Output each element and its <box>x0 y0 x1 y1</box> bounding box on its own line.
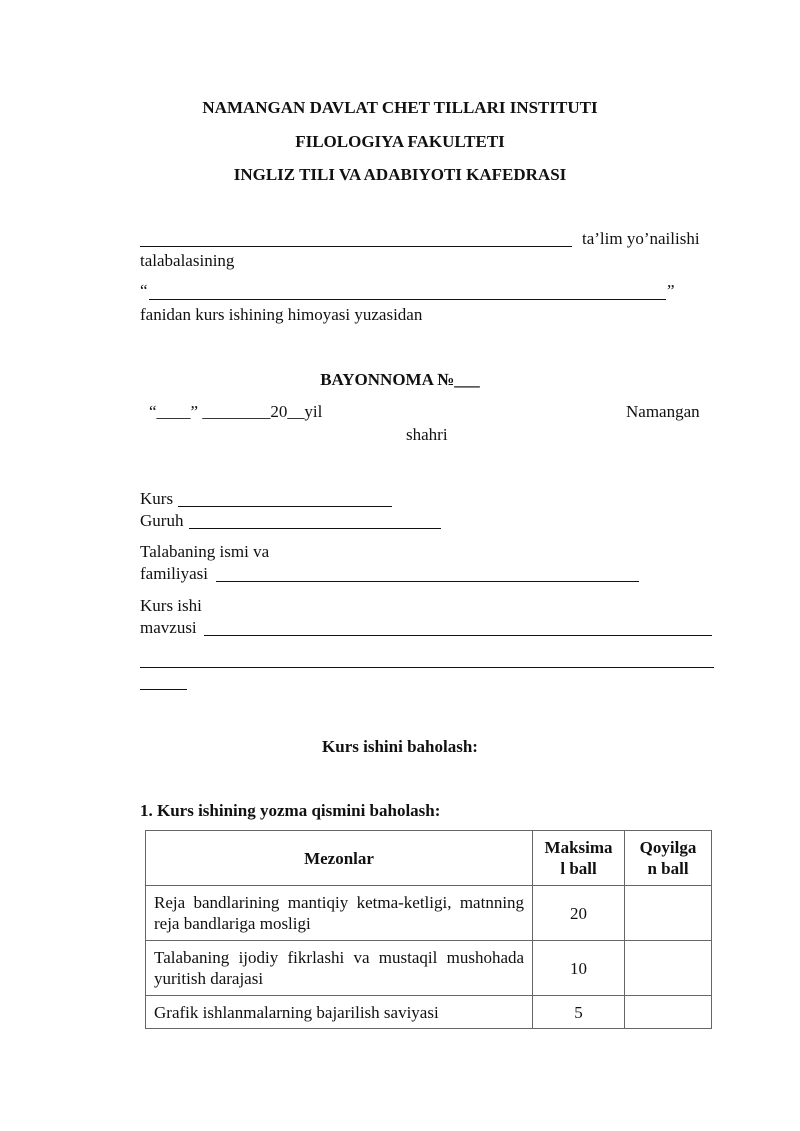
table-row <box>146 941 712 996</box>
direction-suffix: ta’lim yo’nailishi <box>582 229 700 248</box>
topic-blank-line-2 <box>140 667 714 668</box>
given-score-cell[interactable] <box>625 996 712 1029</box>
table-header-row <box>146 831 712 886</box>
course-blank-line <box>178 506 392 507</box>
statement-title: BAYONNOMA №___ <box>320 370 480 389</box>
given-score-cell[interactable] <box>625 886 712 941</box>
student-name-label: Talabaning ismi va <box>140 542 270 561</box>
table-row <box>146 996 712 1029</box>
topic-label-cont: mavzusi <box>140 618 197 637</box>
department-name: INGLIZ TILI VA ADABIYOTI KAFEDRASI <box>233 165 567 184</box>
subject-suffix: fanidan kurs ishining himoyasi yuzasidan <box>140 305 423 324</box>
grading-heading: Kurs ishini baholash: <box>322 737 478 756</box>
group-blank-line <box>189 528 441 529</box>
students-of-label: talabalasining <box>140 251 235 270</box>
topic-blank-line-3 <box>140 689 187 690</box>
grading-table <box>145 830 712 1029</box>
group-label: Guruh <box>140 511 184 530</box>
subject-blank-line <box>149 299 666 300</box>
institute-name: NAMANGAN DAVLAT CHET TILLARI INSTITUTI <box>202 98 598 117</box>
header-criteria: Mezonlar <box>146 831 533 886</box>
topic-blank-line <box>204 635 712 636</box>
quote-close: ” <box>667 281 675 300</box>
quote-open: “ <box>140 281 148 300</box>
student-name-blank-line <box>216 581 639 582</box>
faculty-name: FILOLOGIYA FAKULTETI <box>295 132 505 151</box>
criterion-cell: Talabaning ijodiy fikrlashi va mustaqil mushohada yuritish darajasi <box>146 941 533 996</box>
max-score-cell: 20 <box>533 886 625 941</box>
header-max-score: Maksima l ball <box>533 831 625 886</box>
course-label: Kurs <box>140 489 174 508</box>
student-name-label-cont: familiyasi <box>140 564 208 583</box>
statement-city-suffix: shahri <box>406 425 448 444</box>
criterion-cell: Grafik ishlanmalarning bajarilish saviyasi <box>146 996 533 1029</box>
max-score-cell: 5 <box>533 996 625 1029</box>
statement-date: “____” ________20__yil <box>149 402 323 421</box>
table-row <box>146 886 712 941</box>
topic-label: Kurs ishi <box>140 596 202 615</box>
section-title: 1. Kurs ishining yozma qismini baholash: <box>140 801 441 820</box>
criterion-cell: Reja bandlarining mantiqiy ketma-ketligi, matnning reja bandlariga mosligi <box>146 886 533 941</box>
max-score-cell: 10 <box>533 941 625 996</box>
direction-blank-line <box>140 246 572 247</box>
statement-city: Namangan <box>626 402 700 421</box>
given-score-cell[interactable] <box>625 941 712 996</box>
header-given-score: Qoyilga n ball <box>625 831 712 886</box>
